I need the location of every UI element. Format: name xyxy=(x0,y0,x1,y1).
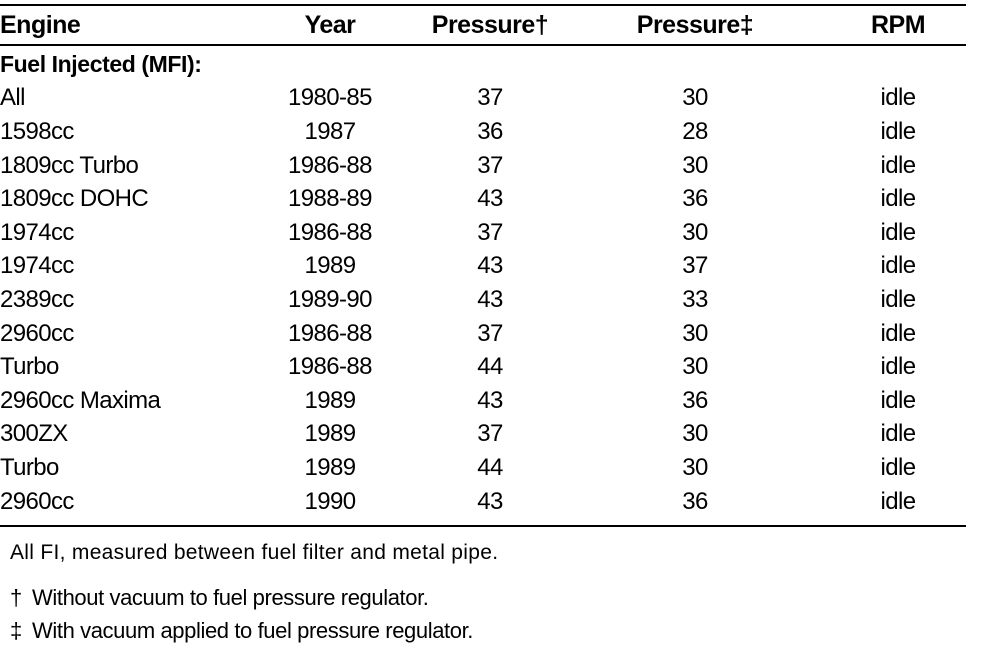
cell-pressure-with-vacuum: 28 xyxy=(682,117,708,145)
cell-rpm: idle xyxy=(880,487,916,515)
cell-pressure-with-vacuum: 30 xyxy=(682,218,708,246)
header-rpm: RPM xyxy=(870,10,926,39)
cell-rpm: idle xyxy=(880,353,916,381)
cell-engine: 2960cc xyxy=(0,319,74,347)
cell-engine: 1809cc DOHC xyxy=(0,185,149,213)
cell-pressure-without-vacuum: 37 xyxy=(477,420,503,448)
table-row xyxy=(0,350,966,384)
cell-pressure-with-vacuum: 36 xyxy=(682,386,708,414)
table-row xyxy=(0,418,966,452)
cell-pressure-with-vacuum: 33 xyxy=(682,285,708,313)
cell-pressure-without-vacuum: 37 xyxy=(477,84,503,112)
cell-engine: 300ZX xyxy=(0,420,68,448)
cell-pressure-without-vacuum: 43 xyxy=(477,252,503,280)
cell-pressure-without-vacuum: 43 xyxy=(477,487,503,515)
cell-pressure-without-vacuum: 37 xyxy=(477,319,503,347)
footnote-dagger-text: Without vacuum to fuel pressure regulator. xyxy=(32,585,429,610)
cell-engine: 1974cc xyxy=(0,252,74,280)
dagger-symbol: † xyxy=(10,585,22,610)
cell-pressure-with-vacuum: 30 xyxy=(682,453,708,481)
cell-rpm: idle xyxy=(880,319,916,347)
table-row xyxy=(0,317,966,351)
cell-pressure-without-vacuum: 37 xyxy=(477,151,503,179)
cell-rpm: idle xyxy=(880,285,916,313)
cell-rpm: idle xyxy=(880,84,916,112)
cell-year: 1989 xyxy=(304,420,356,448)
cell-year: 1989 xyxy=(304,386,356,414)
fuel-pressure-table xyxy=(0,6,966,518)
cell-year: 1989-90 xyxy=(288,285,372,313)
cell-engine: 2960cc Maxima xyxy=(0,386,161,414)
measurement-note: All FI, measured between fuel filter and metal pipe. xyxy=(10,541,499,564)
cell-pressure-with-vacuum: 30 xyxy=(682,151,708,179)
cell-engine: Turbo xyxy=(0,453,59,481)
table-row xyxy=(0,216,966,250)
cell-year: 1989 xyxy=(304,252,356,280)
table-row xyxy=(0,250,966,284)
cell-engine: 2389cc xyxy=(0,285,74,313)
cell-pressure-with-vacuum: 36 xyxy=(682,487,708,515)
cell-rpm: idle xyxy=(880,185,916,213)
cell-engine: 1974cc xyxy=(0,218,74,246)
cell-rpm: idle xyxy=(880,453,916,481)
cell-year: 1989 xyxy=(304,453,356,481)
table-row xyxy=(0,451,966,485)
header-engine: Engine xyxy=(0,10,81,39)
cell-rpm: idle xyxy=(880,218,916,246)
cell-year: 1987 xyxy=(304,117,356,145)
footnote-double-dagger xyxy=(10,614,970,647)
table-row xyxy=(0,384,966,418)
section-label: Fuel Injected (MFI): xyxy=(0,51,202,78)
cell-year: 1986-88 xyxy=(288,218,372,246)
header-pressure-without-vacuum: Pressure† xyxy=(431,10,549,39)
cell-pressure-without-vacuum: 44 xyxy=(477,353,503,381)
cell-rpm: idle xyxy=(880,386,916,414)
cell-pressure-with-vacuum: 30 xyxy=(682,353,708,381)
cell-rpm: idle xyxy=(880,151,916,179)
table-row xyxy=(0,485,966,519)
footnote-dagger xyxy=(10,581,970,614)
cell-engine: 1598cc xyxy=(0,117,74,145)
cell-year: 1986-88 xyxy=(288,151,372,179)
cell-year: 1990 xyxy=(304,487,356,515)
cell-pressure-with-vacuum: 36 xyxy=(682,185,708,213)
footnote-double-dagger-text: With vacuum applied to fuel pressure regulator. xyxy=(32,618,473,643)
table-notes xyxy=(10,538,970,647)
cell-year: 1980-85 xyxy=(288,84,372,112)
cell-year: 1988-89 xyxy=(288,185,372,213)
cell-year: 1986-88 xyxy=(288,319,372,347)
cell-engine: Turbo xyxy=(0,353,59,381)
table-row xyxy=(0,115,966,149)
header-row xyxy=(0,6,966,44)
double-dagger-symbol: ‡ xyxy=(10,618,22,643)
cell-pressure-without-vacuum: 43 xyxy=(477,185,503,213)
cell-pressure-with-vacuum: 37 xyxy=(682,252,708,280)
table-row xyxy=(0,283,966,317)
cell-pressure-without-vacuum: 44 xyxy=(477,453,503,481)
cell-pressure-without-vacuum: 43 xyxy=(477,386,503,414)
section-row xyxy=(0,44,966,82)
cell-pressure-with-vacuum: 30 xyxy=(682,420,708,448)
cell-pressure-with-vacuum: 30 xyxy=(682,319,708,347)
cell-engine: All xyxy=(0,84,25,112)
cell-pressure-without-vacuum: 36 xyxy=(477,117,503,145)
bottom-rule xyxy=(0,525,966,527)
cell-rpm: idle xyxy=(880,420,916,448)
table-row xyxy=(0,82,966,116)
cell-pressure-without-vacuum: 37 xyxy=(477,218,503,246)
cell-pressure-without-vacuum: 43 xyxy=(477,285,503,313)
header-year: Year xyxy=(304,10,356,39)
table-row xyxy=(0,149,966,183)
cell-rpm: idle xyxy=(880,252,916,280)
cell-engine: 1809cc Turbo xyxy=(0,151,139,179)
cell-engine: 2960cc xyxy=(0,487,74,515)
table-row xyxy=(0,182,966,216)
cell-pressure-with-vacuum: 30 xyxy=(682,84,708,112)
cell-year: 1986-88 xyxy=(288,353,372,381)
header-pressure-with-vacuum: Pressure‡ xyxy=(636,10,754,39)
cell-rpm: idle xyxy=(880,117,916,145)
